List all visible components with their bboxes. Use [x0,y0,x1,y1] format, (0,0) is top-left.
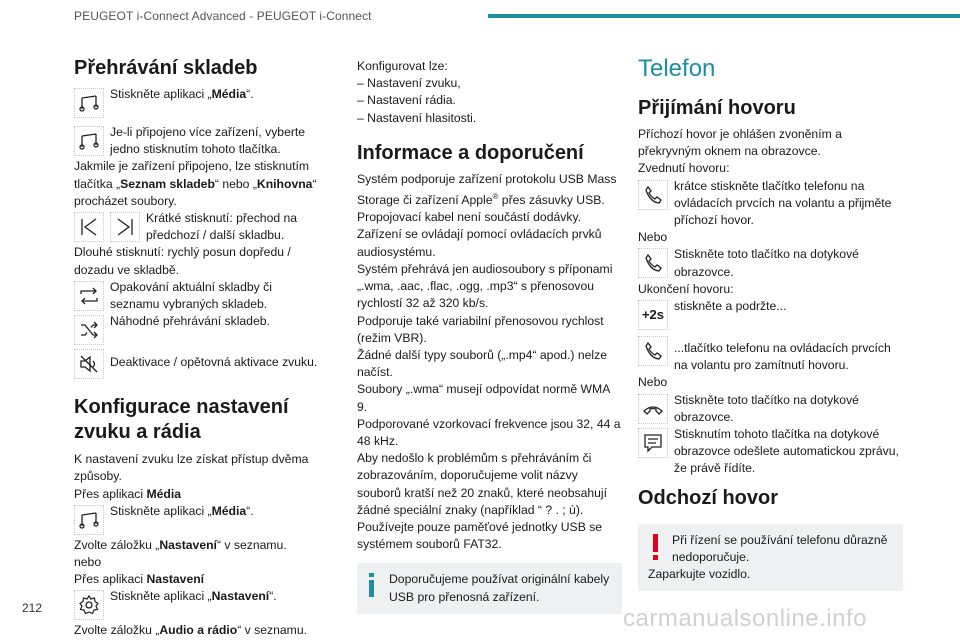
text: “ nebo „ [214,176,257,191]
row-answer-short [638,178,903,230]
bold-text: Nastavení [146,572,205,587]
title-config: Konfigurace nastavení zvuku a rádia [74,396,289,444]
text: stiskněte a podržte... [674,299,787,314]
phone-icon [638,180,668,210]
info-para-7: Podporované vzorkovací frekvence jsou 32, 44 a 48 kHz. [357,416,621,448]
info-para-9: Používejte pouze paměťové jednotky USB se systémem souborů FAT32. [357,519,603,552]
message-icon [638,428,668,458]
header-accent-bar [488,14,960,18]
text: krátce stiskněte tlačítko telefonu na ovládacích prvcích na volantu a přijměte příchozí hovor. [674,178,892,228]
connected-paragraph [74,158,324,210]
text: Jakmile je zařízení připojeno, lze stisknutím tlačítka „ [74,159,310,191]
text: “ v seznamu. [216,537,287,552]
bold-text: Nastavení [159,537,217,552]
shuffle-icon [74,315,104,345]
registered-mark: ® [492,192,499,202]
previous-track-icon [74,212,104,242]
title-outgoing: Odchozí hovor [638,486,778,509]
row-mute [74,347,324,381]
warning-text: Při řízení se používání telefonu důrazně nedoporučuje. [672,532,888,564]
bold-text: Audio a rádio [159,623,238,638]
row-hold-2s [638,298,903,332]
or-text: Nebo [638,375,668,390]
text: Stiskněte toto tlačítko na dotykové obrazovce. [674,392,859,424]
settings-gear-icon [74,590,104,620]
mute-icon [74,349,104,379]
watermark: carmanualsonline.info [623,605,867,632]
title-playback: Přehrávání skladeb [74,57,258,79]
row-press-settings [74,588,324,622]
music-note-icon [74,126,104,156]
page-number: 212 [22,601,43,615]
choose-audio [74,622,324,639]
text: Stiskněte toto tlačítko na dotykové obrazovce. [674,247,859,279]
row-phone-button [638,334,903,374]
text: Krátké stisknutí: přechod na předchozí / další skladbu. [146,211,298,243]
row-short-press [74,210,324,244]
title-info: Informace a doporučení [357,141,584,164]
via-settings [74,571,324,588]
text: Stisknutím tohoto tlačítka na dotykové obrazovce odešlete automatickou zprávu, že právě řídíte. [674,427,899,476]
text: Náhodné přehrávání skladeb. [110,314,270,329]
info-para-1 [357,171,622,227]
info-para-4: Podporuje také variabilní přenosovou rychlost (režim VBR). [357,313,604,345]
row-press-touch [638,246,903,280]
row-multi-devices [74,124,324,158]
list-item: – Nastavení zvuku, [357,76,461,91]
hang-up-icon [638,394,668,424]
info-mark-icon [367,573,377,602]
bold-text: Nastavení [211,589,270,604]
column-3 [638,56,903,591]
choose-tab [74,537,324,554]
info-para-3: Systém přehrává jen audiosoubory s příponami „.wma, .aac, .flac, .ogg, .mp3“ s přenosovou rychlostí 32 až 320 kb/s. [357,261,613,311]
bold-text: Seznam skladeb [120,176,215,191]
or-text: Nebo [638,230,668,245]
text: Systém podporuje zařízení protokolu USB Mass Storage či zařízení Apple [357,171,617,208]
text: “. [246,503,254,518]
header-title: PEUGEOT i-Connect Advanced - PEUGEOT i-Connect [74,9,372,23]
warning-box [638,524,903,592]
text: ...tlačítko telefonu na ovládacích prvcích na volantu pro zamítnutí hovoru. [674,341,891,373]
text: Stiskněte aplikaci „ [110,589,212,604]
next-track-icon [110,212,140,242]
text: Zvolte záložku „ [74,537,160,552]
row-repeat [74,279,324,313]
bold-text: Média [211,87,247,101]
text: “ v seznamu. [237,623,307,638]
config-intro: K nastavení zvuku lze získat přístup dvěma způsoby. [74,452,309,484]
configure-label: Konfigurovat lze: [357,59,448,73]
bold-text: Knihovna [256,176,313,191]
text: přes zásuvky USB. Propojovací kabel není součástí dodávky. [357,193,605,225]
info-para-5: Žádné další typy souborů („.mp4“ apod.) nelze načíst. [357,347,607,380]
row-shuffle [74,313,324,347]
info-note [357,563,622,613]
text: Je-li připojeno více zařízení, vyberte jedno stisknutím tohoto tlačítka. [110,125,306,157]
text: Stiskněte aplikaci „ [110,87,212,101]
text: Stiskněte aplikaci „ [110,503,212,518]
phone-icon [638,248,668,278]
section-title: Telefon [638,55,716,82]
list-item: – Nastavení rádia. [357,93,456,108]
list-item: – Nastavení hlasitosti. [357,110,477,125]
hold-2s-icon: +2s [638,300,668,330]
repeat-icon [74,281,104,311]
or-text: nebo [74,555,102,570]
long-press-text: Dlouhé stisknutí: rychlý posun dopředu / dozadu ve skladbě. [74,245,291,277]
text: “. [269,589,277,604]
row-press-media [74,86,324,120]
info-para-6: Soubory „.wma“ musejí odpovídat normě WMA 9. [357,382,610,414]
phone-icon [638,336,668,366]
bold-text: Média [211,503,247,518]
via-media [74,486,324,503]
text: “. [246,87,254,101]
column-1 [74,56,324,640]
incoming-text: Příchozí hovor je ohlášen zvoněním a překryvným oknem na obrazovce. [638,127,842,159]
text: Přes aplikaci [74,486,147,501]
end-label: Ukončení hovoru: [638,281,734,296]
text: Deaktivace / opětovná aktivace zvuku. [110,355,318,370]
text: Opakování aktuální skladby či seznamu vybraných skladeb. [110,279,272,312]
text: Přes aplikaci [74,572,147,587]
title-receive: Přijímání hovoru [638,97,796,119]
answer-label: Zvednutí hovoru: [638,161,730,176]
warning-text-2: Zaparkujte vozidlo. [648,567,751,582]
column-2 [357,58,622,614]
text: “ procházet soubory. [74,176,317,208]
info-para-2: Zařízení se ovládají pomocí ovládacích prvků audiosystému. [357,227,602,259]
music-note-icon [74,505,104,535]
bold-text: Média [146,486,182,501]
row-press-media-2 [74,503,324,537]
info-para-8: Aby nedošlo k problémům s přehráváním či zobrazováním, doporučujeme volit názvy souborů kratší než 20 znaků, které neobsahují žádné speciální znaky (například “ ? . ; ù). [357,451,607,517]
row-press-touch-2 [638,392,903,426]
warning-mark-icon [652,534,660,565]
row-auto-message [638,426,903,478]
text: Zvolte záložku „ [74,623,160,638]
note-text: Doporučujeme používat originální kabely USB pro přenosná zařízení. [389,572,610,604]
music-note-icon [74,88,104,118]
